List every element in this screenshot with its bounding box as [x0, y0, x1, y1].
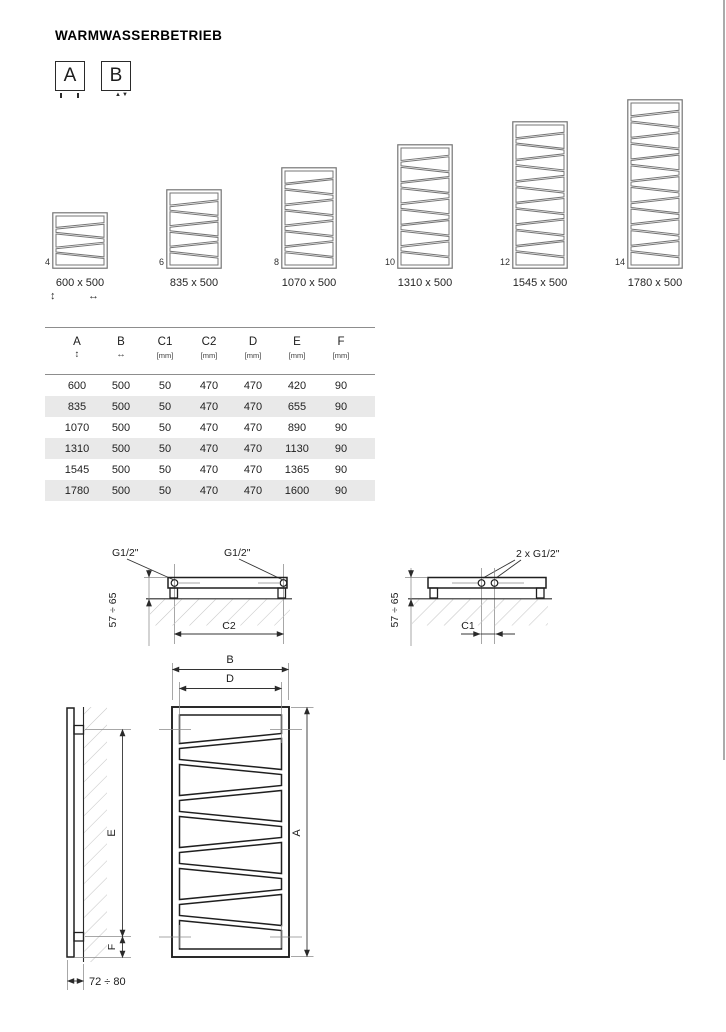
table-cell: 500: [111, 442, 131, 455]
dim-label: 57 ÷ 65: [107, 592, 119, 628]
radiator-slat: [180, 843, 282, 874]
size-label: 1070 x 500: [281, 277, 337, 289]
side-view: [67, 707, 131, 990]
dimension-f: [106, 937, 123, 958]
variant-a-label: A: [63, 65, 77, 86]
table-cell: 470: [243, 400, 263, 413]
table-cell: 1365: [284, 463, 310, 476]
table-cell: 50: [158, 442, 172, 455]
dim-label: A: [291, 829, 303, 837]
table-cell: 470: [199, 379, 219, 392]
radiator-slat: [180, 921, 282, 950]
table-cell: 50: [158, 463, 172, 476]
table-cell: 470: [243, 484, 263, 497]
table-cell: 500: [111, 463, 131, 476]
radiator-slat: [180, 715, 282, 744]
table-cell: 890: [287, 421, 307, 434]
wall-bracket: [430, 588, 438, 598]
dim-label: E: [106, 829, 118, 837]
table-cell: 500: [111, 400, 131, 413]
radiator-slats: [180, 715, 282, 949]
dim-label: B: [226, 654, 234, 666]
wall-bracket: [74, 726, 84, 735]
height-arrow-icon: ↕: [50, 290, 56, 302]
table-cell: 600: [67, 379, 87, 392]
wall-bracket: [74, 933, 84, 942]
column-name: F: [337, 336, 345, 348]
dim-label: 72 ÷ 80: [89, 976, 126, 988]
dim-label: C2: [222, 620, 236, 632]
loop-count: 12: [499, 257, 510, 267]
table-cell: 1780: [64, 484, 90, 497]
radiator-slat: [180, 869, 282, 900]
column-name: C2: [201, 336, 217, 348]
column-name: B: [117, 336, 125, 348]
column-sub: ↕: [74, 349, 80, 360]
dimension-d: [180, 673, 282, 743]
table-cell: 470: [199, 421, 219, 434]
column-name: D: [248, 336, 258, 348]
column-name: C1: [157, 336, 173, 348]
install-view-end-connections: [107, 547, 292, 646]
table-cell: 470: [243, 421, 263, 434]
table-cell: 50: [158, 421, 172, 434]
width-arrow-icon: ↔: [88, 290, 99, 302]
page-edge-line: [723, 0, 725, 760]
wall-hatching: [412, 600, 548, 626]
radiator-outline: [172, 707, 289, 957]
loop-count: 4: [44, 257, 50, 267]
connection-label: G1/2": [112, 547, 139, 559]
dim-label: 57 ÷ 65: [389, 592, 401, 628]
table-cell: 470: [199, 463, 219, 476]
dim-label: F: [106, 943, 118, 951]
wall-bracket: [278, 588, 286, 598]
table-cell: 470: [199, 400, 219, 413]
dim-label: D: [226, 673, 234, 685]
table-cell: 1600: [284, 484, 310, 497]
wall-bracket: [170, 588, 178, 598]
column-sub: [mm]: [332, 351, 350, 360]
page-title: WARMWASSERBETRIEB: [55, 28, 223, 43]
size-label: 835 x 500: [169, 277, 219, 289]
dimension-wall-distance: [389, 568, 411, 646]
dim-label: C1: [461, 620, 475, 632]
connection-label: 2 x G1/2": [516, 548, 560, 560]
table-cell: 1130: [285, 442, 309, 455]
table-cell: 500: [111, 484, 131, 497]
size-label: 600 x 500: [55, 277, 105, 289]
table-cell: 500: [111, 379, 131, 392]
table-cell: 470: [199, 484, 219, 497]
radiator-slat: [180, 765, 282, 796]
column-sub: [mm]: [200, 351, 218, 360]
table-cell: 470: [199, 442, 219, 455]
wall-hatching: [84, 707, 107, 962]
table-cell: 50: [158, 400, 172, 413]
loop-count: 8: [273, 257, 279, 267]
radiator-slat: [180, 739, 282, 770]
column-name: A: [73, 336, 81, 348]
table-cell: 420: [287, 379, 307, 392]
size-label: 1310 x 500: [397, 277, 453, 289]
table-cell: 50: [158, 379, 172, 392]
table-cell: 1545: [64, 463, 90, 476]
up-down-triangle-icons: ▲▼: [115, 92, 129, 98]
wall-bracket: [537, 588, 545, 598]
table-cell: 470: [243, 442, 263, 455]
loop-count: 14: [614, 257, 625, 267]
table-cell: 90: [334, 484, 348, 497]
loop-count: 6: [158, 257, 164, 267]
table-cell: 90: [334, 463, 348, 476]
radiator-slat: [180, 895, 282, 926]
table-cell: 470: [243, 379, 263, 392]
variant-b-label: B: [109, 65, 123, 86]
dimension-wall-distance: [107, 568, 149, 646]
radiator-slat: [180, 817, 282, 848]
radiator-slat: [180, 791, 282, 822]
column-sub: [mm]: [156, 351, 174, 360]
install-view-center-connections: [389, 548, 560, 646]
leader-line: [127, 559, 174, 580]
size-label: 1545 x 500: [512, 277, 568, 289]
table-cell: 1310: [64, 442, 90, 455]
connection-label: G1/2": [224, 547, 251, 559]
column-name: E: [293, 336, 301, 348]
table-cell: 90: [334, 400, 348, 413]
radiator-side-profile: [67, 708, 74, 957]
column-sub: [mm]: [288, 351, 306, 360]
dimension-depth: [68, 960, 126, 990]
table-cell: 470: [243, 463, 263, 476]
column-sub: [mm]: [244, 351, 262, 360]
dimension-e: [106, 730, 123, 937]
wall-hatching: [150, 600, 290, 626]
table-cell: 835: [67, 400, 87, 413]
table-cell: 90: [334, 442, 348, 455]
table-cell: 1070: [64, 421, 90, 434]
table-cell: 500: [111, 421, 131, 434]
size-label: 1780 x 500: [627, 277, 683, 289]
table-cell: 90: [334, 421, 348, 434]
table-cell: 50: [158, 484, 172, 497]
dimension-a: [291, 708, 314, 957]
table-cell: 655: [287, 400, 307, 413]
front-view: [159, 654, 314, 957]
radiator-collector-top-view: [428, 578, 546, 589]
loop-count: 10: [384, 257, 395, 267]
table-cell: 90: [334, 379, 348, 392]
column-sub: ↔: [116, 349, 126, 360]
